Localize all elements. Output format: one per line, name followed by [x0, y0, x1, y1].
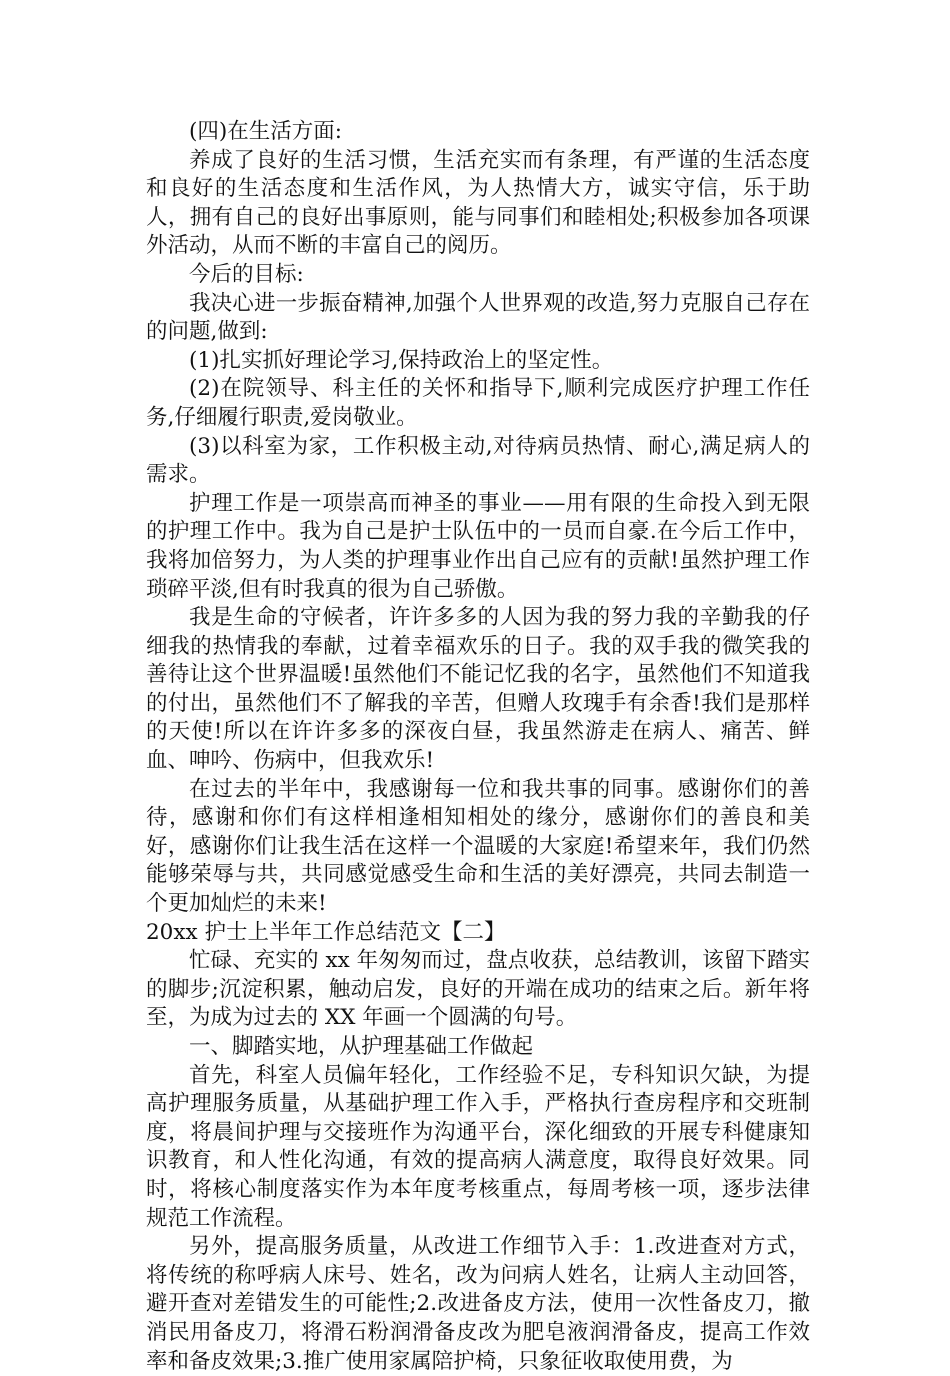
article-title-two: 20xx 护士上半年工作总结范文【二】 — [146, 919, 506, 945]
document-page — [146, 118, 810, 1376]
paragraph-first: 首先，科室人员偏年轻化，工作经验不足，专科知识欠缺，为提高护理服务质量，从基础护理工作入手，严格执行查房程序和交班制度，将晨间护理与交接班作为沟通平台，深化细致的开展专科健康知识教育，和人性化沟通，有效的提高病人满意度，取得良好效果。同时，将核心制度落实作为本年度考核重点，每周考核一项，逐步法律规范工作流程。 — [146, 1062, 810, 1231]
section-heading-goals: 今后的目标: — [189, 261, 304, 287]
paragraph-additionally: 另外，提高服务质量，从改进工作细节入手：1.改进查对方式，将传统的称呼病人床号、姓名，改为问病人姓名，让病人主动回答，避开查对差错发生的可能性;2.改进备皮方法，使用一次性备皮刀，撤消民用备皮刀，将滑石粉润滑备皮改为肥皂液润滑备皮，提高工作效率和备皮效果;3.推广使用家属陪护椅，只象征收取使用费，为 — [146, 1234, 810, 1374]
section-heading-basics: 一、脚踏实地，从护理基础工作做起 — [189, 1034, 534, 1059]
paragraph-determination: 我决心进一步振奋精神,加强个人世界观的改造,努力克服自己存在的问题,做到: — [146, 290, 810, 345]
paragraph-intro-two: 忙碌、充实的 xx 年匆匆而过，盘点收获，总结教训，该留下踏实的脚步;沉淀积累，触动启发，良好的开端在成功的结束之后。新年将至，为成为过去的 XX 年画一个圆满的句号。 — [146, 948, 810, 1031]
paragraph-gratitude: 在过去的半年中，我感谢每一位和我共事的同事。感谢你们的善待，感谢和你们有这样相逢相知相处的缘分，感谢你们的善良和美好，感谢你们让我生活在这样一个温暖的大家庭!希望来年，我们仍然能够荣辱与共，共同感觉感受生命和生活的美好漂亮，共同去制造一个更加灿烂的未来! — [146, 776, 810, 917]
list-item-3: (3)以科室为家，工作积极主动,对待病员热情、耐心,满足病人的需求。 — [146, 433, 810, 488]
section-heading-life: (四)在生活方面: — [189, 119, 343, 144]
list-item-1: (1)扎实抓好理论学习,保持政治上的坚定性。 — [189, 347, 614, 373]
paragraph-guardian: 我是生命的守候者，许许多多的人因为我的努力我的辛勤我的仔细我的热情我的奉献，过着幸福欢乐的日子。我的双手我的微笑我的善待让这个世界温暖!虽然他们不能记忆我的名字，虽然他们不知道我的付出，虽然他们不了解我的辛苦，但赠人玫瑰手有余香!我们是那样的天使!所以在许许多多的深夜白昼，我虽然游走在病人、痛苦、鲜血、呻吟、伤病中，但我欢乐! — [146, 605, 810, 774]
list-item-2: (2)在院领导、科主任的关怀和指导下,顺利完成医疗护理工作任务,仔细履行职责,爱岗敬业。 — [146, 376, 810, 430]
paragraph-nursing-career: 护理工作是一项崇高而神圣的事业——用有限的生命投入到无限的护理工作中。我为自己是护士队伍中的一员而自豪.在今后工作中，我将加倍努力，为人类的护理事业作出自己应有的贡献!虽然护理工作琐碎平淡,但有时我真的很为自己骄傲。 — [146, 490, 810, 602]
paragraph-life-habits: 养成了良好的生活习惯，生活充实而有条理，有严谨的生活态度和良好的生活态度和生活作风，为人热情大方，诚实守信，乐于助人，拥有自己的良好出事原则，能与同事们和睦相处;积极参加各项课外活动，从而不断的丰富自己的阅历。 — [146, 147, 810, 259]
